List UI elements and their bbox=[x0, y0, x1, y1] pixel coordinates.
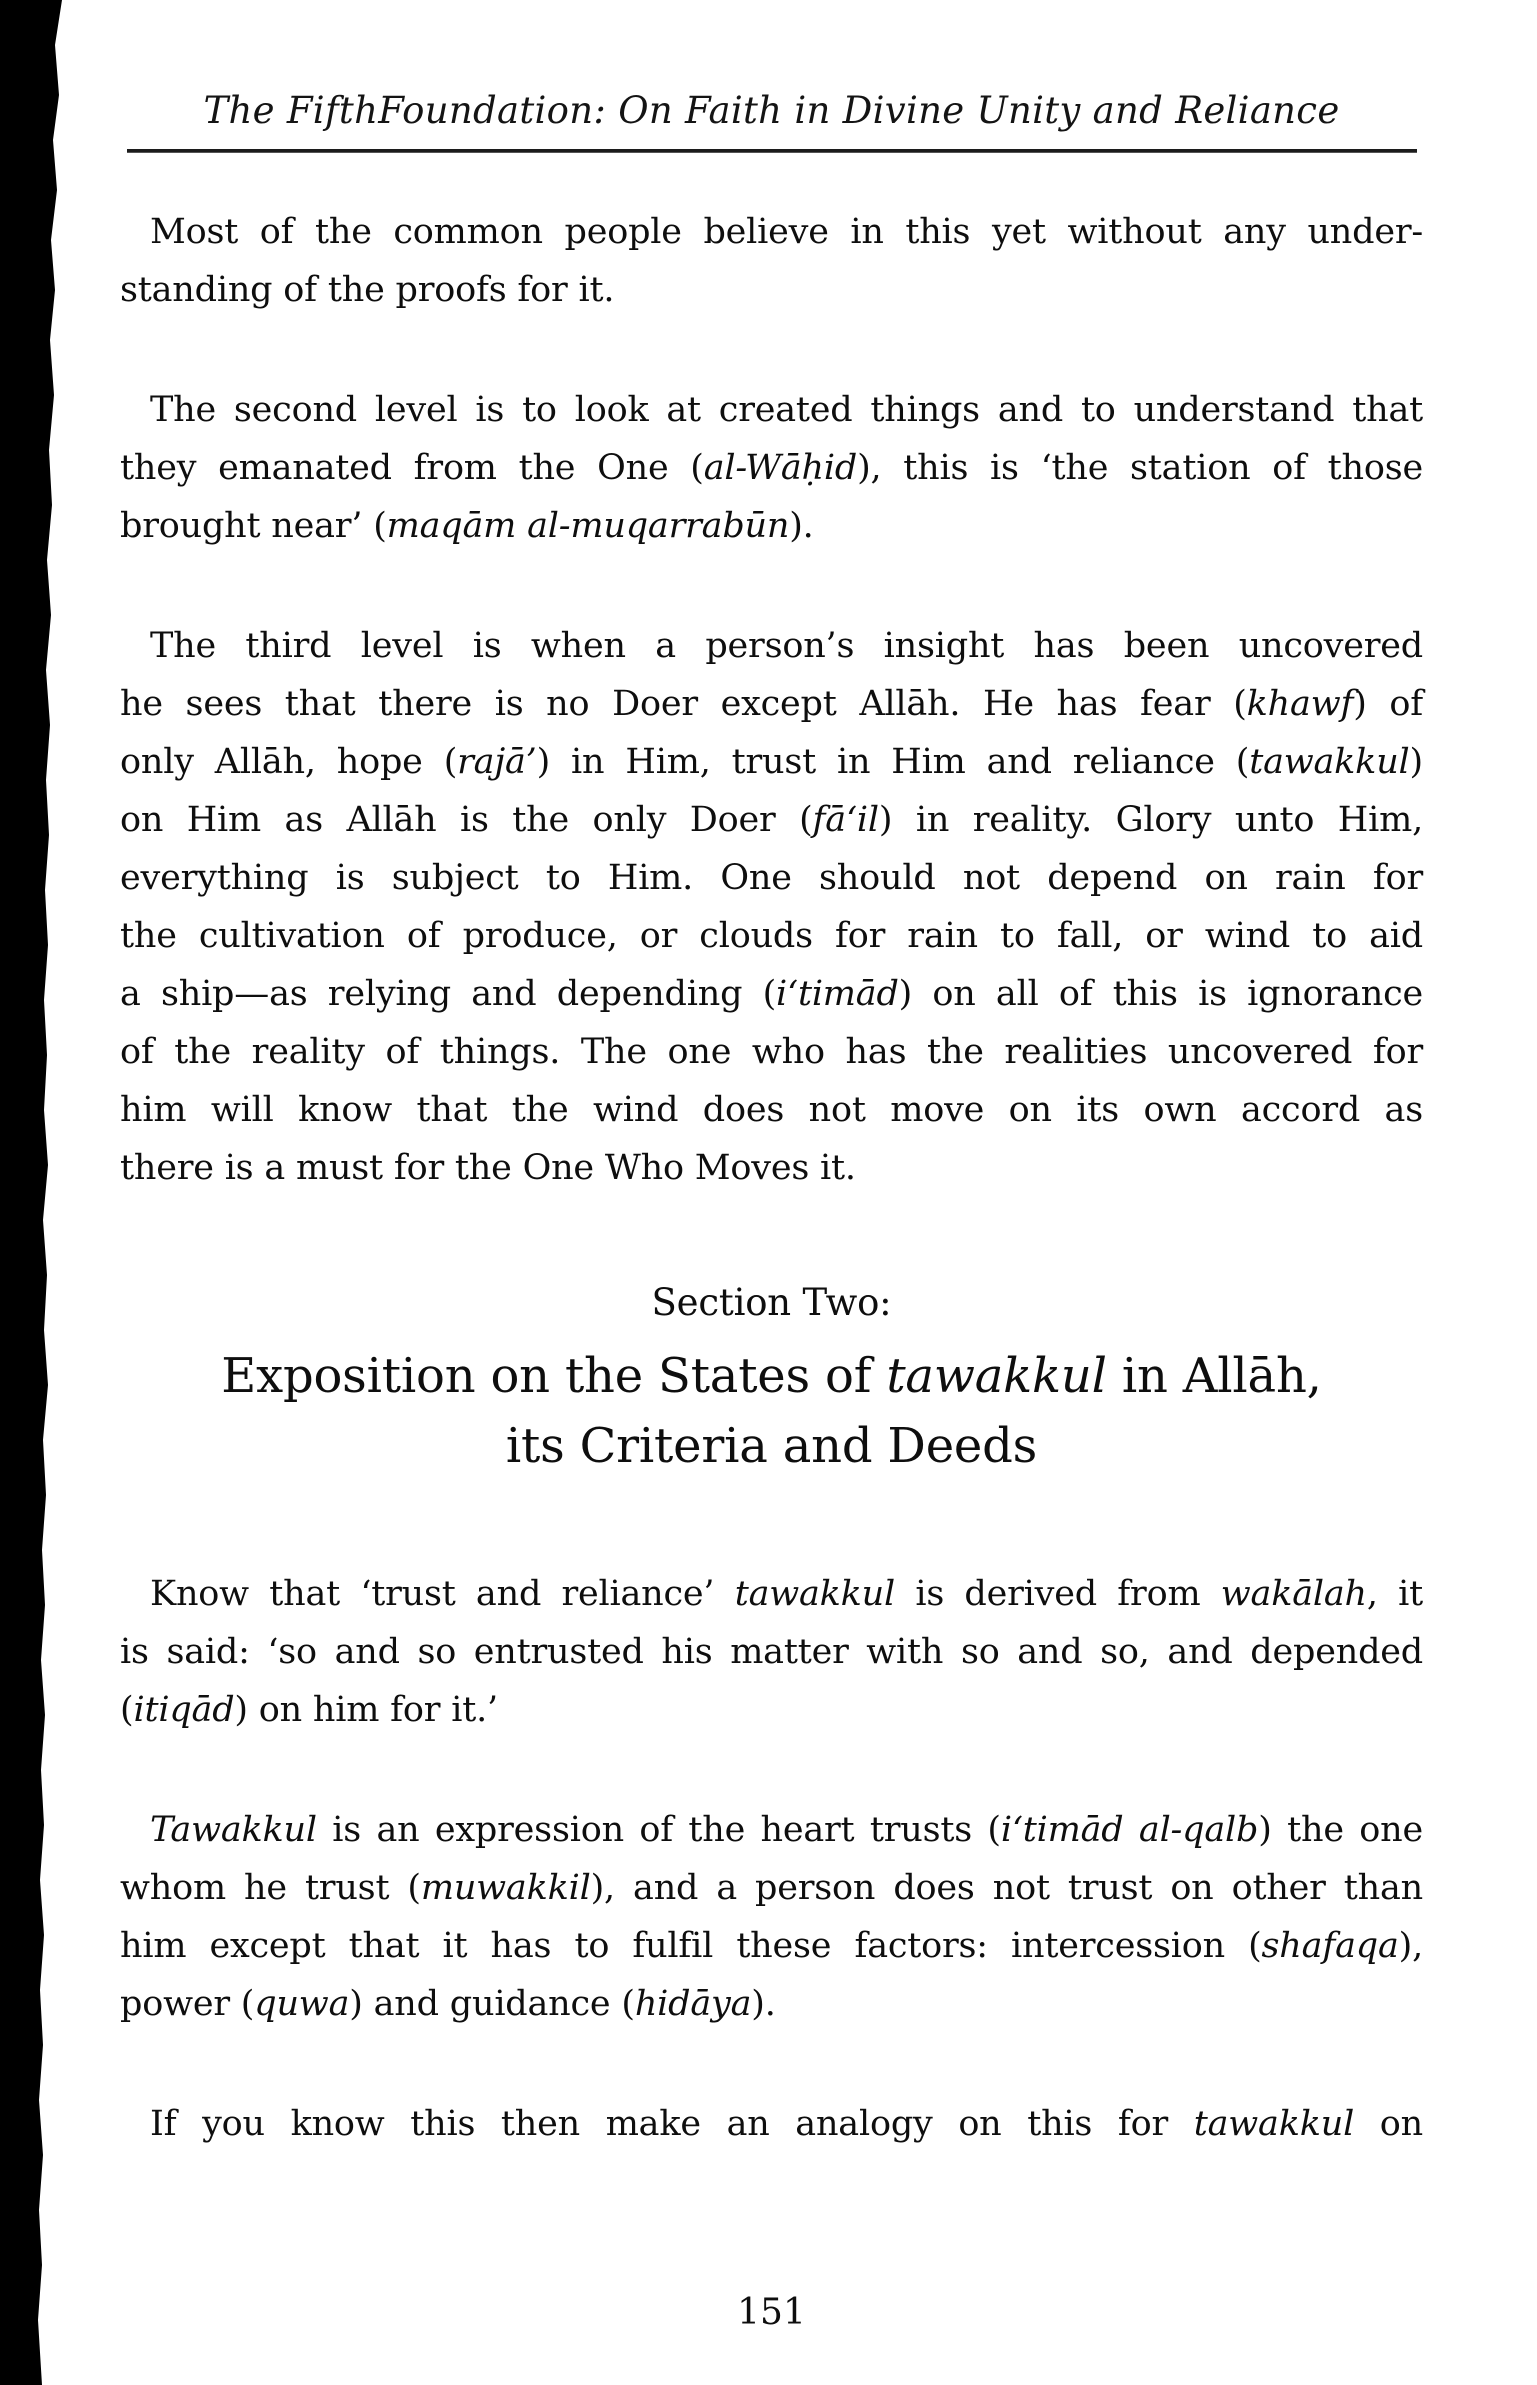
text-line bbox=[120, 2095, 1423, 2153]
text-line bbox=[120, 1139, 1423, 1197]
paragraph bbox=[120, 1565, 1423, 1739]
text-line bbox=[120, 381, 1423, 439]
text-segment: ). bbox=[789, 506, 814, 546]
paragraph bbox=[120, 2095, 1423, 2153]
italic-term: rajā’ bbox=[457, 742, 537, 782]
text-segment: standing of the proofs for it. bbox=[120, 270, 615, 310]
text-line bbox=[120, 1917, 1423, 1975]
text-segment: the cultivation of produce, or clouds for rain to fall, or wind to aid bbox=[120, 916, 1423, 956]
text-segment: on Him as Allāh is the only Doer ( bbox=[120, 800, 813, 840]
text-line bbox=[120, 791, 1423, 849]
text-segment: him except that it has to fulfil these factors: intercession ( bbox=[120, 1926, 1262, 1966]
italic-term: al-Wāḥid bbox=[703, 448, 858, 488]
italic-term: muwakkil bbox=[420, 1868, 591, 1908]
text-line bbox=[120, 261, 1423, 319]
italic-term: i‘timād bbox=[776, 974, 899, 1014]
italic-term: shafaqa bbox=[1261, 1926, 1399, 1966]
italic-term: itiqād bbox=[133, 1690, 235, 1730]
text-segment: power ( bbox=[120, 1984, 255, 2024]
text-line bbox=[120, 1023, 1423, 1081]
text-line bbox=[120, 1565, 1423, 1623]
text-line bbox=[120, 907, 1423, 965]
header-rule bbox=[127, 149, 1417, 153]
text-line bbox=[120, 497, 1423, 555]
paragraph bbox=[120, 1801, 1423, 2033]
text-line bbox=[120, 1623, 1423, 1681]
text-segment: ) on all of this is ignorance bbox=[898, 974, 1423, 1014]
text-segment: of the reality of things. The one who has the realities uncovered for bbox=[120, 1032, 1423, 1072]
text-segment: is an expression of the heart trusts ( bbox=[316, 1810, 1001, 1850]
text-line bbox=[120, 617, 1423, 675]
text-line bbox=[120, 1859, 1423, 1917]
italic-term: wakālah bbox=[1220, 1574, 1367, 1614]
section-heading bbox=[120, 1273, 1423, 1481]
text-segment: ) the one bbox=[1258, 1810, 1423, 1850]
text-line bbox=[120, 965, 1423, 1023]
text-line bbox=[120, 1081, 1423, 1139]
text-segment: Exposition on the States of bbox=[221, 1348, 887, 1404]
italic-term: tawakkul bbox=[886, 1348, 1107, 1404]
text-segment: If you know this then make an analogy on this for bbox=[150, 2104, 1194, 2144]
section-title-line bbox=[120, 1341, 1423, 1411]
section-title-line bbox=[120, 1411, 1423, 1481]
text-segment: ), this is ‘the station of those bbox=[857, 448, 1423, 488]
text-segment: Most of the common people believe in this yet without any under- bbox=[150, 212, 1423, 252]
page-number: 151 bbox=[737, 2292, 806, 2333]
text-segment: ) on him for it.’ bbox=[234, 1690, 498, 1730]
text-segment: Know that ‘trust and reliance’ bbox=[150, 1574, 735, 1614]
text-line bbox=[120, 203, 1423, 261]
text-segment: ) in Him, trust in Him and reliance ( bbox=[536, 742, 1250, 782]
running-header: The FifthFoundation: On Faith in Divine Unity and Reliance bbox=[203, 89, 1340, 132]
text-segment: ( bbox=[120, 1690, 134, 1730]
scan-binding-edge bbox=[0, 0, 80, 2385]
paragraph bbox=[120, 617, 1423, 1197]
text-segment: in Allāh, bbox=[1106, 1348, 1322, 1404]
paragraph bbox=[120, 381, 1423, 555]
text-segment: ). bbox=[751, 1984, 776, 2024]
text-line bbox=[120, 1975, 1423, 2033]
text-segment: only Allāh, hope ( bbox=[120, 742, 458, 782]
text-segment: , it bbox=[1366, 1574, 1424, 1614]
text-segment: everything is subject to Him. One should not depend on rain for bbox=[120, 858, 1423, 898]
text-segment: The second level is to look at created things and to understand that bbox=[150, 390, 1423, 430]
text-segment: ) bbox=[1409, 742, 1423, 782]
italic-term: tawakkul bbox=[1249, 742, 1410, 782]
text-line bbox=[120, 675, 1423, 733]
text-line bbox=[120, 1681, 1423, 1739]
italic-term: maqām al-muqarrabūn bbox=[386, 506, 790, 546]
text-segment: a ship—as relying and depending ( bbox=[120, 974, 777, 1014]
text-segment: on bbox=[1354, 2104, 1423, 2144]
text-body bbox=[120, 203, 1423, 2215]
text-segment: they emanated from the One ( bbox=[120, 448, 704, 488]
italic-term: fā‘il bbox=[812, 800, 879, 840]
italic-term: Tawakkul bbox=[150, 1810, 317, 1850]
text-segment: he sees that there is no Doer except Allāh. He has fear ( bbox=[120, 684, 1247, 724]
italic-term: khawf bbox=[1246, 684, 1354, 724]
text-segment: whom he trust ( bbox=[120, 1868, 421, 1908]
text-segment: ) and guidance ( bbox=[349, 1984, 635, 2024]
text-segment: ), and a person does not trust on other than bbox=[590, 1868, 1423, 1908]
text-segment: ) in reality. Glory unto Him, bbox=[878, 800, 1423, 840]
text-segment: brought near’ ( bbox=[120, 506, 387, 546]
italic-term: hidāya bbox=[634, 1984, 752, 2024]
text-line bbox=[120, 439, 1423, 497]
text-segment: is derived from bbox=[895, 1574, 1221, 1614]
text-line bbox=[120, 1801, 1423, 1859]
text-segment: The third level is when a person’s insight has been uncovered bbox=[150, 626, 1423, 666]
text-segment: ) of bbox=[1353, 684, 1423, 724]
section-kicker: Section Two: bbox=[651, 1281, 892, 1324]
text-segment: him will know that the wind does not move on its own accord as bbox=[120, 1090, 1423, 1130]
italic-term: i‘timād al-qalb bbox=[1000, 1810, 1259, 1850]
text-segment: there is a must for the One Who Moves it. bbox=[120, 1148, 856, 1188]
italic-term: tawakkul bbox=[1193, 2104, 1355, 2144]
text-segment: is said: ‘so and so entrusted his matter with so and so, and depended bbox=[120, 1632, 1423, 1672]
text-segment: ), bbox=[1398, 1926, 1423, 1966]
paragraph bbox=[120, 203, 1423, 319]
text-line bbox=[120, 849, 1423, 907]
italic-term: tawakkul bbox=[734, 1574, 896, 1614]
italic-term: quwa bbox=[254, 1984, 350, 2024]
text-line bbox=[120, 733, 1423, 791]
text-segment: its Criteria and Deeds bbox=[505, 1418, 1038, 1474]
